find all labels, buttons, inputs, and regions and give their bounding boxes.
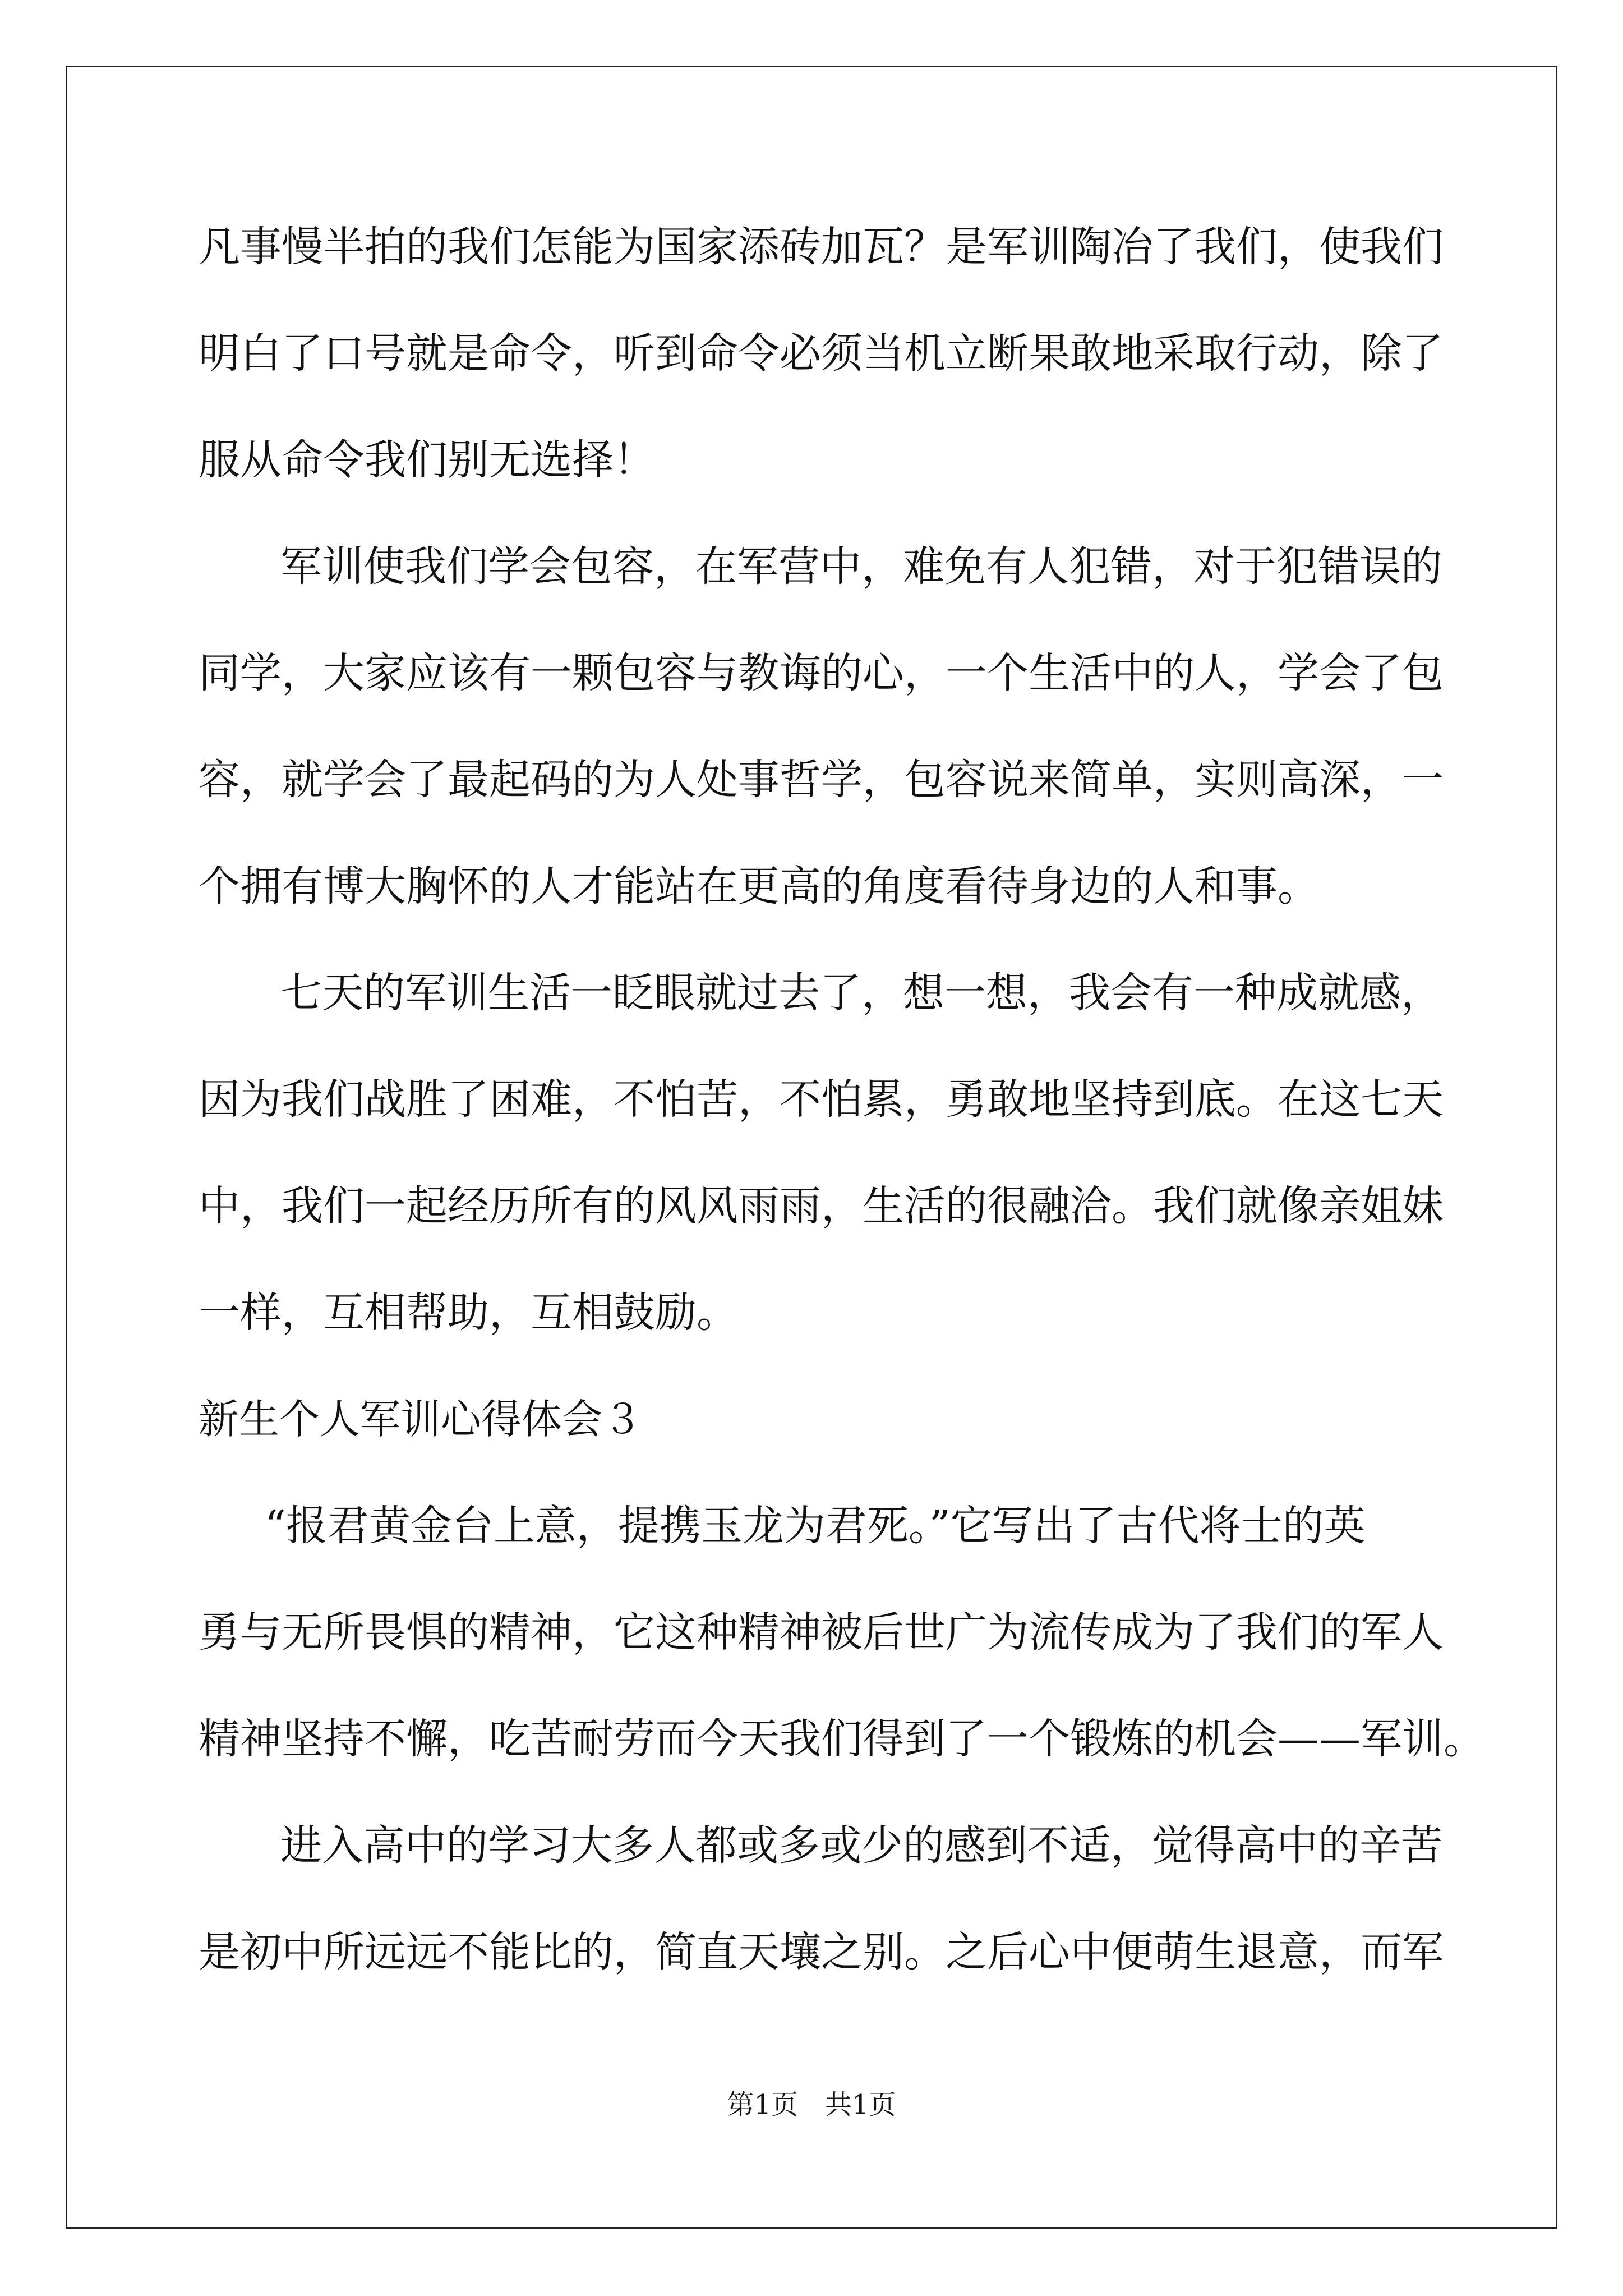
paragraph-start-line: 进入高中的学习大多人都或多或少的感到不适，觉得高中的辛苦: [280, 1821, 1442, 1870]
page-number-footer: 第1页 共1页: [727, 2089, 896, 2120]
text-line: 明白了口号就是命令，听到命令必须当机立断果敢地采取行动，除了: [199, 329, 1444, 378]
document-body: [199, 216, 1485, 2028]
text-line: 个拥有博大胸怀的人才能站在更高的角度看待身边的人和事。: [199, 862, 1319, 910]
paragraph-start-line: 七天的军训生活一眨眼就过去了，想一想，我会有一种成就感，: [280, 969, 1442, 1017]
text-line: 同学，大家应该有一颗包容与教诲的心，一个生活中的人，学会了包: [199, 649, 1444, 697]
section-heading: 新生个人军训心得体会３: [199, 1396, 643, 1443]
text-line: 容，就学会了最起码的为人处事哲学，包容说来简单，实则高深，一: [199, 756, 1444, 804]
text-line: 中，我们一起经历所有的风风雨雨，生活的很融洽。我们就像亲姐妹: [199, 1182, 1444, 1230]
text-line: 精神坚持不懈，吃苦耐劳而今天我们得到了一个锻炼的机会——军训。: [199, 1715, 1485, 1763]
paragraph-start-line: “报君黄金台上意，提携玉龙为君死。”它写出了古代将士的英: [265, 1502, 1366, 1550]
text-line: 服从命令我们别无选择！: [199, 436, 655, 484]
text-line: 是初中所远远不能比的，简直天壤之别。之后心中便萌生退意，而军: [199, 1928, 1444, 1976]
text-line: 凡事慢半拍的我们怎能为国家添砖加瓦？是军训陶冶了我们，使我们: [199, 223, 1444, 271]
paragraph-start-line: 军训使我们学会包容，在军营中，难免有人犯错，对于犯错误的: [280, 542, 1442, 591]
text-line: 勇与无所畏惧的精神，它这种精神被后世广为流传成为了我们的军人: [199, 1608, 1444, 1657]
text-line: 一样，互相帮助，互相鼓励。: [199, 1289, 738, 1337]
text-line: 因为我们战胜了困难，不怕苦，不怕累，勇敢地坚持到底。在这七天: [199, 1075, 1444, 1124]
